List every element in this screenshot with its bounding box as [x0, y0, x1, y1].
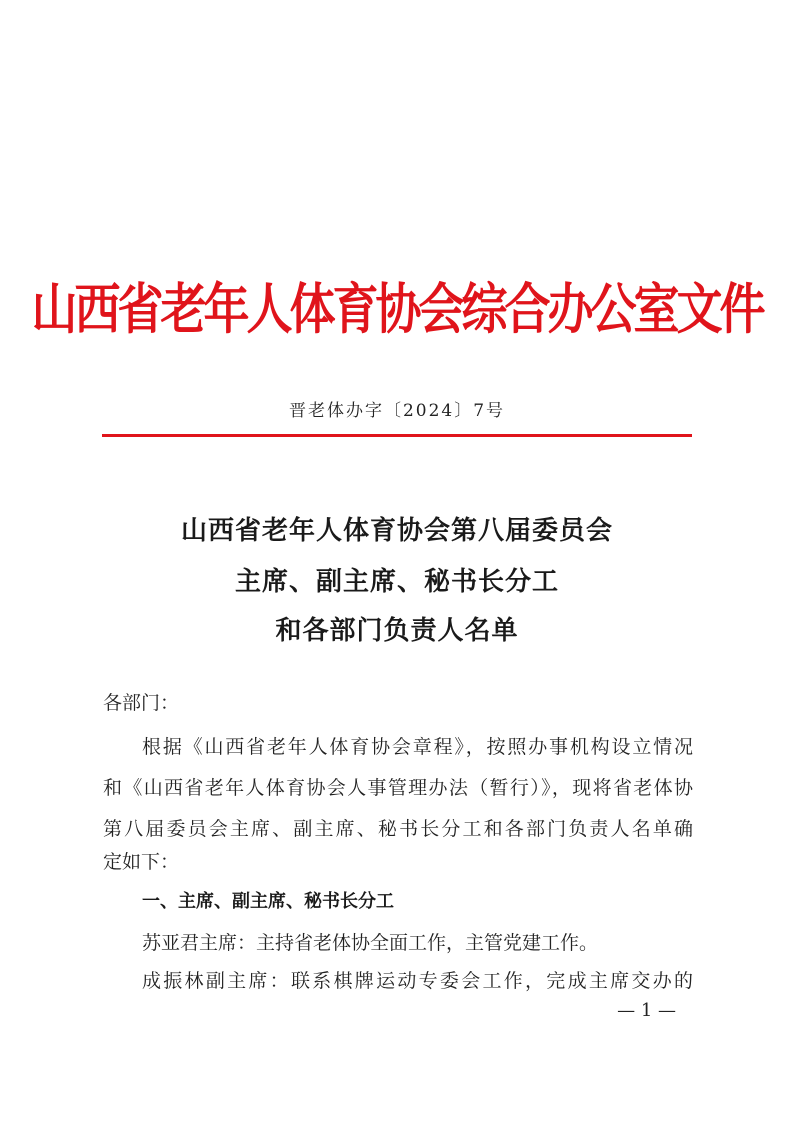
issuing-office-title: 山西省老年人体育协会综合办公室文件 [31, 277, 763, 341]
document-number: 晋老体办字〔2024〕7号 [288, 401, 506, 421]
paragraph-1-line-4: 定如下： [103, 851, 180, 873]
section-1-heading: 一、主席、副主席、秘书长分工 [142, 891, 394, 912]
paragraph-1-line-2: 和《山西省老年人体育协会人事管理办法（暂行）》，现将省老体协 [103, 777, 693, 799]
document-title-line-3: 和各部门负责人名单 [275, 616, 519, 646]
document-title-line-2: 主席、副主席、秘书长分工 [234, 567, 559, 597]
assignment-item-1: 苏亚君主席：主持省老体协全面工作，主管党建工作。 [142, 932, 599, 954]
paragraph-1-line-3: 第八届委员会主席、副主席、秘书长分工和各部门负责人名单确 [103, 818, 693, 840]
paragraph-1-line-1: 根据《山西省老年人体育协会章程》，按照办事机构设立情况 [142, 736, 693, 758]
red-divider-line [102, 434, 692, 437]
page-number: — 1 — [617, 1000, 676, 1021]
document-title-line-1: 山西省老年人体育协会第八届委员会 [180, 516, 613, 546]
assignment-item-2: 成振林副主席：联系棋牌运动专委会工作，完成主席交办的 [142, 970, 693, 992]
salutation: 各部门： [103, 692, 180, 714]
